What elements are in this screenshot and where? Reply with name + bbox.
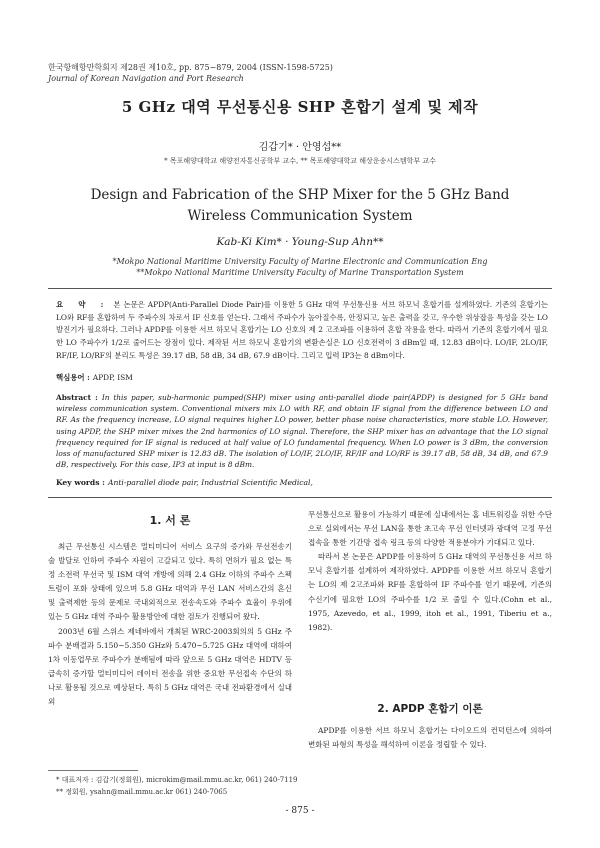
abstract-english-label: Abstract :: [56, 393, 98, 402]
title-korean: 5 GHz 대역 무선통신용 SHP 혼합기 설계 및 제작: [121, 98, 479, 116]
page-number: - 875 -: [285, 806, 315, 816]
affiliation-korean: * 목포해양대학교 해양전자통신공학부 교수, ** 목포해양대학교 해상운송시스템학부 교수: [164, 157, 436, 165]
section-1-body: [48, 540, 292, 709]
paragraph: APDP를 이용한 서브 하모닉 혼합기는 다이오드의 컨덕턴스에 의하여 변화된 파형의 특성을 해석하여 이론을 정립할 수 있다.: [308, 726, 552, 750]
keywords-korean-text: APDP, ISM: [92, 373, 133, 382]
section-1-heading: 1. 서 론: [149, 514, 191, 527]
title-english: Design and Fabrication of the SHP Mixer for the 5 GHz Band Wireless Communication System: [90, 187, 510, 224]
paragraph: 무선통신으로 활용이 가능하기 때문에 실내에서는 홈 네트워킹을 위한 수단으로 실외에서는 무선 LAN을 통한 초고속 무선 인터넷과 광대역 고정 무선 접속을 통한 기간망 접속 링크 등의 다양한 적용분야가 기대되고 있다.: [308, 510, 552, 548]
journal-header: [48, 62, 333, 84]
authors-korean: 김갑기* · 안영섭**: [258, 142, 342, 153]
section-2-body: [308, 724, 552, 752]
footnote-divider: [48, 770, 138, 771]
paragraph: 따라서 본 논문은 APDP를 이용하여 5 GHz 대역의 무선통신용 서브 하모닉 혼합기를 설계하여 제작하였다. APDP를 이용한 서브 하모닉 혼합기는 LO의 제 2고조파와 RF를 혼합하여 IF 주파수를 얻기 때문에, 기존의 수신기에 필요한 LO의 주파수를 1/2 로 줄일 수 있다.(Cohn et al., 1975, Azevedo, et al., 1999, itoh et al., 1991, Tiberiu et a., 1982).: [308, 552, 552, 632]
affiliation-english-line2: **Mokpo National Maritime University Faculty of Marine Transportation System: [136, 268, 464, 277]
footnote-1: * 대표저자 : 김갑기(정회원), microkim@mail.mmu.ac.kr, 061) 240-7119: [56, 776, 298, 784]
keywords-korean: [56, 372, 133, 383]
footnotes: [56, 774, 298, 798]
footnote-2: ** 정회원, ysahn@mail.mmu.ac.kr 061) 240-7065: [56, 788, 228, 796]
authors-english: Kab-Ki Kim* · Young-Sup Ahn**: [216, 236, 384, 248]
divider-top: [48, 288, 552, 289]
keywords-english: [56, 478, 313, 487]
paragraph: 2003년 6월 스위스 제네바에서 개최된 WRC-2003회의의 5 GHz 주파수 분배결과 5.150~5.350 GHz와 5.470~5.725 GHz 대역에 대하여 1차 이동업무로 주파수가 분배됨에 따라 앞으로 5 GHz 대역은 HDTV 등 급속히 증가할 멀티미디어 데이터 전송을 위한 중요한 무선접속 수단의 하나로 활용될 것으로 예상된다. 특히 5 GHz 대역은 국내 전파환경에서 실내외: [48, 626, 292, 707]
journal-citation: 한국항해항만학회지 제28권 제10호, pp. 875~879, 2004 (ISSN-1598-5725): [48, 63, 333, 72]
affiliation-english: [0, 256, 600, 278]
divider-bottom: [48, 497, 552, 498]
keywords-english-text: Anti-parallel diode pair, Industrial Scientific Medical,: [107, 478, 313, 487]
section-2-heading: 2. APDP 혼합기 이론: [377, 703, 483, 715]
abstract-korean-label: 요 약 :: [56, 300, 110, 309]
abstract-english-text: In this paper, sub-harmonic pumped(SHP) mixer using anti-parallel diode pair(APDP) is designed for 5 GHz band wireless communication system. Conventional mixers mix LO with RF, and obtain IF signal from the difference between LO and RF. As the frequency increase, LO signal requires higher LO power, better phase noise characteristics, more stable LO. However, using APDP, the SHP mixer mixes the 2nd harmonics of LO signal. Therefore, the SHP mixer has an advantage that the LO signal frequency required for IF signal is reduced at half value of LO fundamental frequency. When LO power is 3 dBm, the conversion loss of manufactured SHP mixer is 12.83 dB. The isolation of LO/IF, 2LO/IF, RF/IF and LO/RF is 39.17 dB, 58 dB, 34 dB, and 67.9 dB, respectively. For this case, IP3 at input is 8 dBm.: [56, 393, 548, 470]
abstract-korean-text: 본 논문은 APDP(Anti-Parallel Diode Pair)를 이용한 5 GHz 대역 무선통신용 서브 하모닉 혼합기를 설계하였다. 기존의 혼합기는 LO와 RF를 혼합하여 두 주파수의 차로서 IF 신호를 얻는다. 그래서 주파수가 높아질수록, 안정되고, 높은 출력을 갖고, 우수한 위상잡음 특성을 갖는 LO 발진기가 필요하다. 그러나 APDP를 이용한 서브 하모닉 혼합기는 LO 신호의 제 2 고조파를 이용하여 혼합 작용을 한다. 따라서 기존의 혼합기에서 필요한 LO 주파수가 1/2로 줄어드는 장점이 있다. 제작된 서브 하모닉 혼합기의 변환손실은 LO 신호전력이 3 dBm일 때, 12.83 dB이다. LO/IF, 2LO/IF, RF/IF, LO/RF의 분리도 특성은 39.17 dB, 58 dB, 34 dB, 67.9 dB이다. 그리고 입력 IP3는 8 dBm이다.: [56, 300, 549, 360]
keywords-korean-label: 핵심용어 :: [56, 373, 90, 382]
abstract-korean: [56, 299, 548, 363]
abstract-english: [56, 392, 548, 470]
paragraph: 최근 무선통신 시스템은 멀티미디어 서비스 요구의 증가와 무선전송기술 발달로 인하여 주파수 자원이 고갈되고 있다. 특히 면허가 필요 없는 특정 소전력 무선국 및 ISM 대역 개방에 의해 2.4 GHz 이하의 주파수 스펙트럼이 포화 상태에 있으며 5.8 GHz 대역과 무선 LAN 서비스간의 혼신 및 출력제한 등의 문제로 국내외적으로 전송속도와 주파수 효율이 우위에 있는 5 GHz 대역 주파수 활용방안에 대한 검토가 진행되어 왔다.: [48, 542, 292, 622]
section-1-continued: [308, 508, 552, 635]
journal-name: Journal of Korean Navigation and Port Research: [48, 74, 244, 83]
affiliation-english-line1: *Mokpo National Maritime University Faculty of Marine Electronic and Communication Eng: [112, 257, 488, 266]
keywords-english-label: Key words :: [56, 478, 105, 487]
